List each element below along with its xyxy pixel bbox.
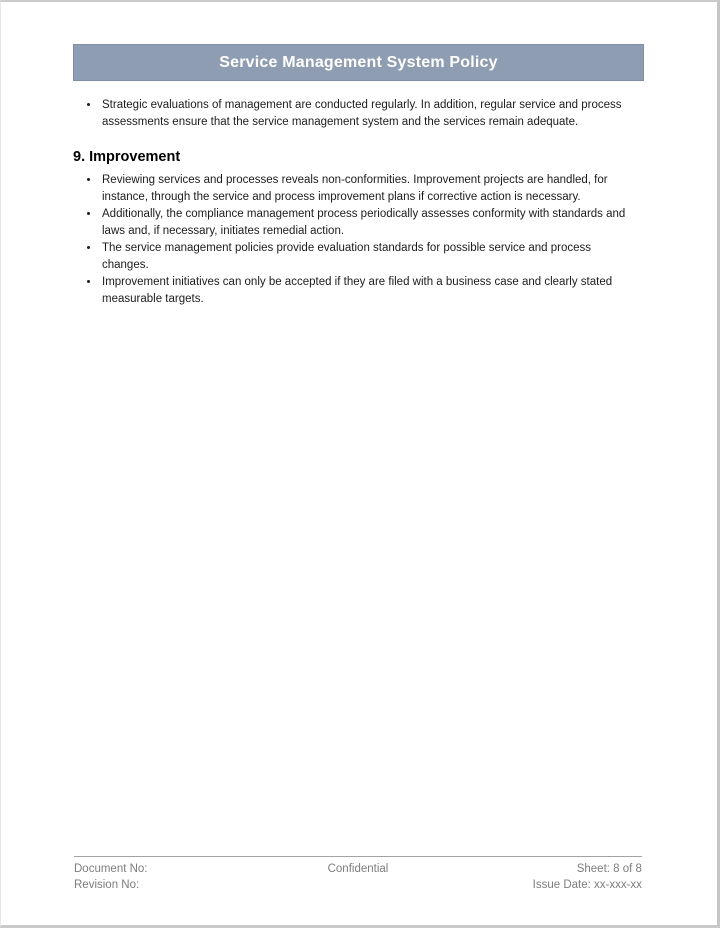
footer-left	[74, 861, 263, 893]
bullet-item: • Improvement initiatives can only be accepted if they are filed with a business case and clearly stated measurable targets.	[100, 274, 629, 308]
section-heading: 9. Improvement	[73, 149, 181, 165]
footer-center	[263, 861, 452, 893]
document-body	[73, 97, 629, 308]
bullet-item: • Additionally, the compliance management process periodically assesses conformity with standards and laws and, if necessary, initiates remedial action.	[100, 206, 629, 240]
section-bullet-list	[73, 172, 629, 308]
page-title: Service Management System Policy	[219, 53, 498, 71]
footer-right	[453, 861, 642, 893]
sheet-label: Sheet: 8 of 8	[576, 863, 642, 875]
confidential-label: Confidential	[327, 863, 389, 875]
page-footer	[74, 856, 642, 893]
intro-bullet-list	[73, 97, 629, 131]
bullet-item: • Strategic evaluations of management are conducted regularly. In addition, regular service and process assessments ensure that the service management system and the services remain adequate.	[100, 97, 629, 131]
revision-no-label: Revision No:	[74, 879, 140, 891]
bullet-item: • Reviewing services and processes reveals non-conformities. Improvement projects are handled, for instance, through the service and process improvement plans if corrective action is necessary.	[100, 172, 629, 206]
title-banner	[73, 44, 644, 81]
bullet-item: • The service management policies provide evaluation standards for possible service and process changes.	[100, 240, 629, 274]
document-no-label: Document No:	[74, 863, 148, 875]
issue-date-label: Issue Date: xx-xxx-xx	[532, 879, 642, 891]
